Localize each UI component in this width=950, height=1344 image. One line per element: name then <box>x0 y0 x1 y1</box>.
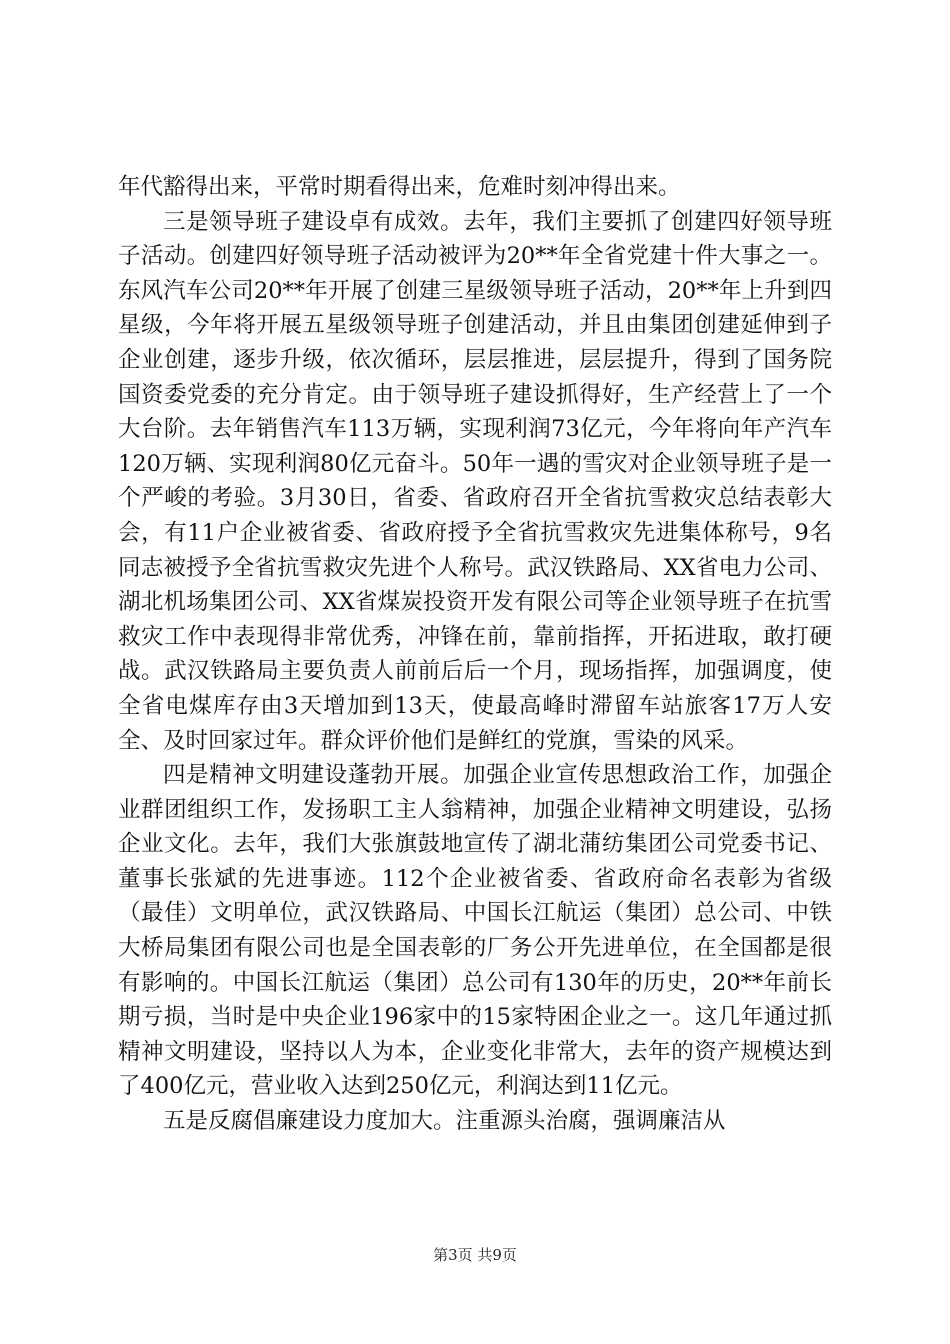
paragraph-anti-corruption: 五是反腐倡廉建设力度加大。注重源头治腐，强调廉洁从 <box>163 1108 726 1135</box>
paragraph-leadership: 三是领导班子建设卓有成效。去年，我们主要抓了创建四好领导班子活动。创建四好领导班子活动被评为20**年全省党建十件大事之一。东风汽车公司20**年开展了创建三星级领导班子活动，20**年上升到四星级，今年将开展五星级领导班子创建活动，并且由集团创建延伸到子企业创建，逐步升级，依次循环，层层推进，层层提升，得到了国务院国资委党委的充分肯定。由于领导班子建设抓得好，生产经营上了一个大台阶。去年销售汽车113万辆，实现利润73亿元，今年将向年产汽车120万辆、实现利润80亿元奋斗。50年一遇的雪灾对企业领导班子是一个严峻的考验。3月30日，省委、省政府召开全省抗雪救灾总结表彰大会，有11户企业被省委、省政府授予全省抗雪救灾先进集体称号，9名同志被授予全省抗雪救灾先进个人称号。武汉铁路局、XX省电力公司、湖北机场集团公司、XX省煤炭投资开发有限公司等企业领导班子在抗雪救灾工作中表现得非常优秀，冲锋在前，靠前指挥，开拓进取，敢打硬战。武汉铁路局主要负责人前前后后一个月，现场指挥，加强调度，使全省电煤库存由3天增加到13天，使最高峰时滞留车站旅客17万人安全、及时回家过年。群众评价他们是鲜红的党旗，雪染的风采。 <box>118 208 832 754</box>
document-body <box>118 170 832 1139</box>
paragraph-spiritual-civilization: 四是精神文明建设蓬勃开展。加强企业宣传思想政治工作，加强企业群团组织工作，发扬职工主人翁精神，加强企业精神文明建设，弘扬企业文化。去年，我们大张旗鼓地宣传了湖北蒲纺集团公司党委书记、董事长张斌的先进事迹。112个企业被省委、省政府命名表彰为省级（最佳）文明单位，武汉铁路局、中国长江航运（集团）总公司、中铁大桥局集团有限公司也是全国表彰的厂务公开先进单位，在全国都是很有影响的。中国长江航运（集团）总公司有130年的历史，20**年前长期亏损，当时是中央企业196家中的15家特困企业之一。这几年通过抓精神文明建设，坚持以人为本，企业变化非常大，去年的资产规模达到了400亿元，营业收入达到250亿元，利润达到11亿元。 <box>118 762 832 1100</box>
paragraph-continuation: 年代豁得出来，平常时期看得出来，危难时刻冲得出来。 <box>118 174 681 200</box>
page-number-footer: 第3页 共9页 <box>433 1246 517 1264</box>
